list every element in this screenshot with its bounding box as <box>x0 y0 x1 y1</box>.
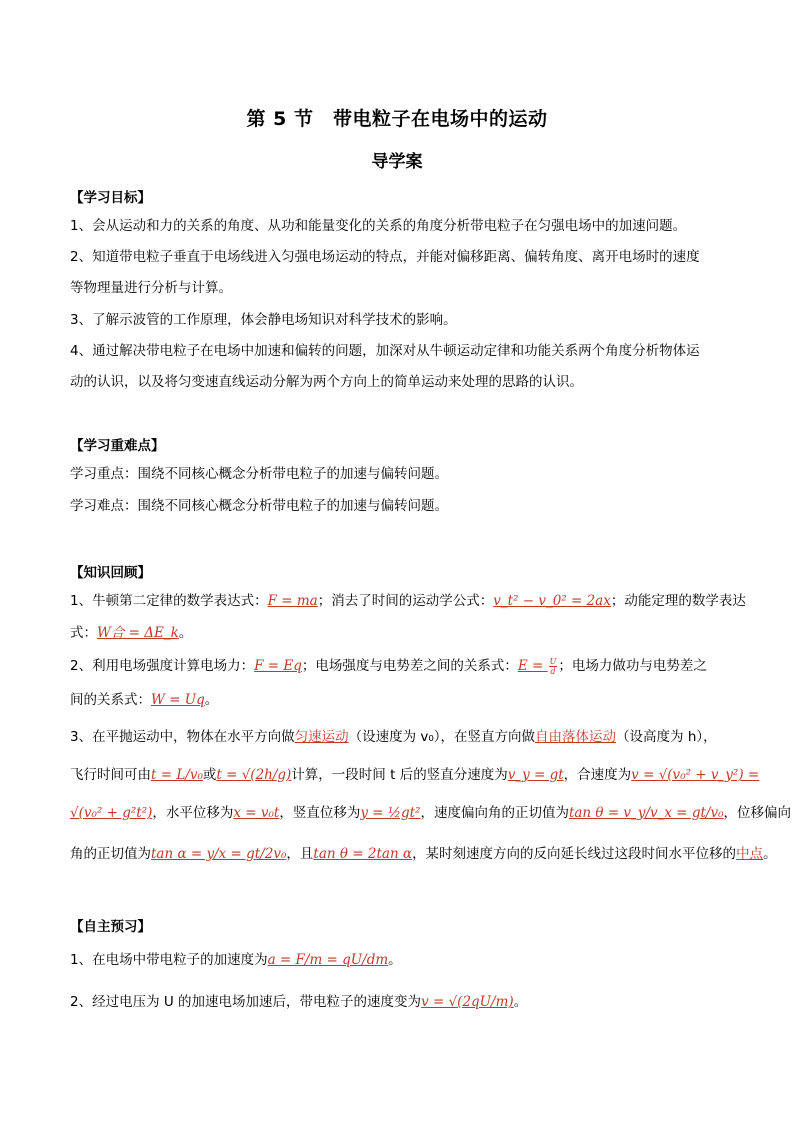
review-line-4 <box>70 690 730 710</box>
answer-blank: y = ½gt² <box>360 805 421 821</box>
review-text: ，竖直位移为 <box>279 805 361 821</box>
review-text: 2、利用电场强度计算电场力： <box>70 658 255 674</box>
review-text: 式： <box>70 625 97 641</box>
answer-blank: F = ma <box>267 593 318 609</box>
answer-blank: x = v₀t <box>233 805 280 821</box>
review-text: 角的正切值为 <box>70 846 151 862</box>
page-title: 第 5 节 带电粒子在电场中的运动 <box>246 108 548 130</box>
review-text: ，速度偏向角的正切值为 <box>420 805 569 821</box>
fraction <box>549 657 558 676</box>
preview-text: 1、在电场中带电粒子的加速度为 <box>70 952 268 968</box>
answer-blank: W = Uq <box>151 692 205 708</box>
review-heading: 【知识回顾】 <box>70 565 151 581</box>
review-line-7 <box>70 803 792 823</box>
goals-heading: 【学习目标】 <box>70 190 151 206</box>
review-text: 间的关系式： <box>70 692 151 708</box>
review-text: 飞行时间可由 <box>70 767 151 783</box>
review-text: 3、在平抛运动中，物体在水平方向做 <box>70 729 295 745</box>
answer-blank: 中点 <box>736 846 764 862</box>
review-text: ，某时刻速度方向的反向延长线过这段时间水平位移的 <box>412 846 737 862</box>
answer-blank: tan α = y/x = gt/2v₀ <box>151 846 287 862</box>
goal-item: 3、了解示波管的工作原理，体会静电场知识对科学技术的影响。 <box>70 312 457 328</box>
preview-line-2 <box>70 992 730 1012</box>
review-text: （设速度为 v₀），在竖直方向做 <box>348 729 536 745</box>
review-text: ；动能定理的数学表达 <box>610 593 746 609</box>
key-point-item: 学习重点：围绕不同核心概念分析带电粒子的加速与偏转问题。 <box>70 466 448 482</box>
goal-item: 2、知道带电粒子垂直于电场线进入匀强电场运动的特点，并能对偏移距离、偏转角度、离开电场时的速度 <box>70 249 700 265</box>
keypoints-heading: 【学习重难点】 <box>70 438 165 454</box>
review-line-3 <box>70 656 730 676</box>
preview-text: 。 <box>388 952 402 968</box>
review-line-8 <box>70 844 777 864</box>
goal-item: 4、通过解决带电粒子在电场中加速和偏转的问题，加深对从牛顿运动定律和功能关系两个角度分析物体运 <box>70 343 700 359</box>
answer-blank: a = F/m = qU/dm <box>267 952 389 968</box>
review-text: ，位移偏向 <box>723 805 792 821</box>
goal-item: 等物理量进行分析与计算。 <box>70 280 232 296</box>
answer-blank: v_y = gt <box>507 767 564 783</box>
page-subtitle: 导学案 <box>371 152 423 172</box>
review-text: 。 <box>763 846 777 862</box>
preview-heading: 【自主预习】 <box>70 919 151 935</box>
review-text: ；消去了时间的运动学公式： <box>317 593 494 609</box>
preview-line-1 <box>70 950 730 970</box>
fraction-numerator: U <box>549 656 557 666</box>
fraction-denominator: d <box>550 666 556 676</box>
review-text: 。 <box>178 625 193 641</box>
answer-blank: tan θ = 2tan α <box>313 846 413 862</box>
review-text: 计算，一段时间 t 后的竖直分速度为 <box>291 767 508 783</box>
review-line-2 <box>70 623 730 643</box>
review-text: ；电场强度与电势差之间的关系式： <box>301 658 518 674</box>
review-line-5 <box>70 727 730 747</box>
answer-blank: W合 = ΔE_k <box>97 625 179 641</box>
goal-item: 动的认识，以及将匀变速直线运动分解为两个方向上的简单运动来处理的思路的认识。 <box>70 374 583 390</box>
review-text: ，水平位移为 <box>152 805 234 821</box>
review-text: ，且 <box>286 846 314 862</box>
review-text: 或 <box>202 767 217 783</box>
answer-blank: v = √(v₀² + v_y²) = <box>631 767 760 783</box>
key-point-item: 学习难点：围绕不同核心概念分析带电粒子的加速与偏转问题。 <box>70 498 448 514</box>
preview-text: 2、经过电压为 U 的加速电场加速后，带电粒子的速度变为 <box>70 994 422 1010</box>
preview-text: 。 <box>513 994 528 1010</box>
answer-blank: 匀速运动 <box>294 729 349 745</box>
review-line-1 <box>70 591 746 611</box>
review-text: ；电场力做功与电势差之 <box>558 658 707 674</box>
answer-blank: v = √(2qU/m) <box>421 994 514 1010</box>
review-text: 。 <box>204 692 219 708</box>
answer-blank: 自由落体运动 <box>535 729 617 745</box>
answer-blank: E = <box>517 658 548 674</box>
review-text: 1、牛顿第二定律的数学表达式： <box>70 593 268 609</box>
answer-blank: t = √(2h/g) <box>216 767 292 783</box>
answer-blank: √(v₀² + g²t²) <box>70 805 153 821</box>
review-text: （设高度为 h）， <box>616 729 717 745</box>
answer-blank: v_t² − v_0² = 2ax <box>493 593 611 609</box>
answer-blank: F = Eq <box>254 658 302 674</box>
answer-blank: t = L/v₀ <box>151 767 203 783</box>
review-line-6 <box>70 765 760 785</box>
answer-blank: tan θ = v_y/v_x = gt/v₀ <box>568 805 724 821</box>
review-text: ，合速度为 <box>563 767 632 783</box>
goal-item: 1、会从运动和力的关系的角度、从功和能量变化的关系的角度分析带电粒子在匀强电场中的加速问题。 <box>70 218 687 234</box>
